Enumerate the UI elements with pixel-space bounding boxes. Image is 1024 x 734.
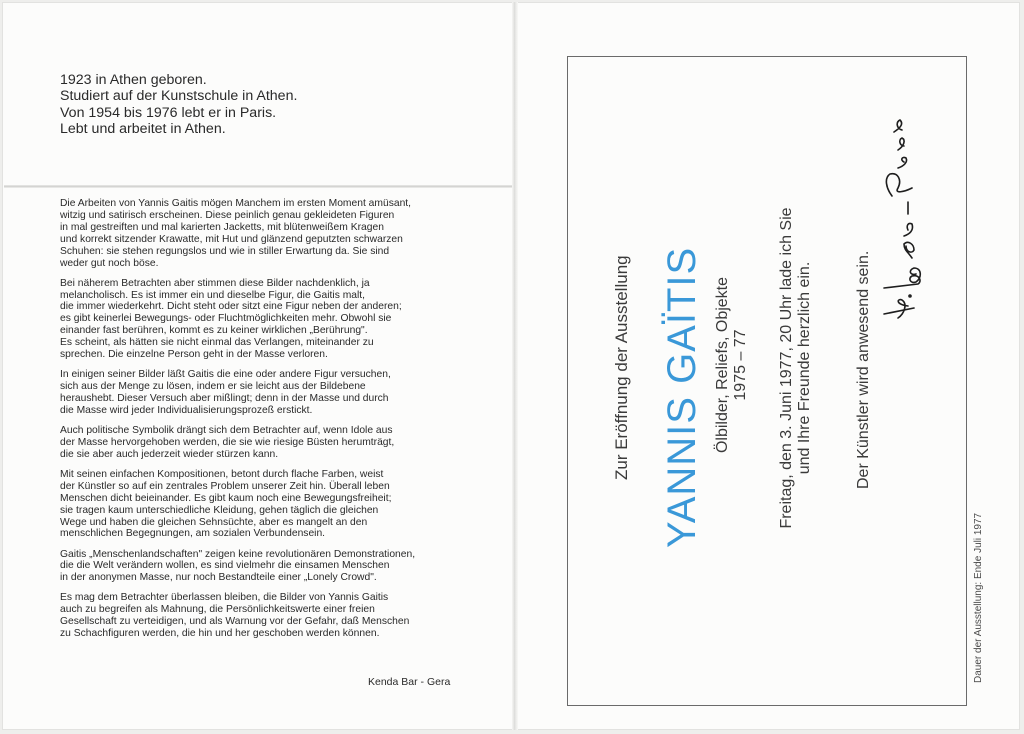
essay-paragraph [60, 469, 490, 540]
bio-line: 1923 in Athen geboren. [60, 72, 207, 88]
essay-line: es gibt keinerlei Bewegungs- oder Fluchtmöglichkeiten mehr. Obwohl sie [60, 313, 392, 325]
essay-line: die Masse wird jeder Individualisierungsprozeß erstickt. [60, 404, 313, 416]
works-years: 1975 – 77 [731, 329, 749, 401]
essay-line: sie tragen kaum unterschiedliche Kleidung, gehen täglich die gleichen [60, 504, 379, 516]
invitation-friends-line: und Ihre Freunde herzlich ein. [795, 261, 813, 475]
essay-line: in mal gestreiften und mal karierten Jacketts, mit blütenweißem Kragen [60, 221, 384, 233]
essay-line: menschlichen Begegnungen, am sozialen Verbundensein. [60, 528, 326, 540]
invitation-lead: Zur Eröffnung der Ausstellung [612, 255, 631, 480]
essay-line: Gaitis „Menschenlandschaften" zeigen keine revolutionären Demonstrationen, [60, 548, 416, 560]
essay-line: der Künstler so auf ein zentrales Problem unserer Zeit hin. Überall leben [60, 480, 390, 492]
essay-line: weder gut noch böse. [60, 257, 159, 269]
essay-paragraph [60, 369, 490, 417]
signature-graphic [864, 118, 934, 328]
essay-line: und korrekt sitzender Krawatte, mit Hut und glänzend geputzten schwarzen [60, 233, 403, 245]
essay-paragraph [60, 198, 490, 269]
essay-line: die sie aber auch jederzeit wieder stürzen kann. [60, 448, 279, 460]
essay-line: Es scheint, als hätten sie nicht einmal das Verlangen, miteinander zu [60, 337, 374, 349]
works-description [714, 270, 749, 460]
handwritten-signature [864, 118, 934, 328]
essay-line: Bei näherem Betrachten aber stimmen diese Bilder nachdenklich, ja [60, 277, 370, 289]
essay-line: der Masse hervorgehoben werden, die sie wie riesige Büsten herumträgt, [60, 436, 395, 448]
bio-line: Von 1954 bis 1976 lebt er in Paris. [60, 104, 277, 121]
essay-paragraph [60, 592, 490, 640]
artist-name-heading: YANNIS GAÏTIS [660, 246, 704, 548]
artist-biography [60, 72, 460, 138]
essay-line: Die Arbeiten von Yannis Gaitis mögen Manchem im ersten Moment amüsant, [60, 198, 412, 209]
essay-line: Menschen dicht beieinander. Es gibt kaum noch eine Bewegungsfreiheit; [60, 492, 392, 504]
essay-line: Es mag dem Betrachter überlassen bleiben, die Bilder von Yannis Gaitis [60, 592, 389, 604]
essay-line: in der anonymen Masse, nur noch Bestandteile einer „Lonely Crowd". [60, 572, 377, 584]
essay-text [60, 198, 490, 648]
essay-line: die immer wiederkehrt. Dicht steht oder sitzt eine Figur neben der anderen; [60, 301, 402, 313]
essay-line: sprechen. Die einzelne Person geht in der Masse verloren. [60, 349, 328, 361]
artist-presence-note: Der Künstler wird anwesend sein. [855, 250, 872, 489]
essay-line: Mit seinen einfachen Kompositionen, betont durch flache Farben, weist [60, 468, 384, 480]
essay-line: Wege und haben die gleichen Sehnsüchte, aber es mangelt an den [60, 516, 368, 528]
essay-paragraph [60, 549, 490, 585]
essay-line: sich aus der Menge zu lösen, indem er sie leicht aus der Bildebene [60, 381, 366, 393]
horizontal-fold [4, 185, 512, 188]
essay-line: Gesellschaft zu verteidigen, und als Warnung vor der Gefahr, daß Menschen [60, 616, 410, 628]
essay-line: Schuhen: sie stehen regungslos und wie in stiller Erwartung da. Sie sind [60, 245, 390, 257]
works-media: Ölbilder, Reliefs, Objekte [714, 276, 731, 454]
invitation-date-line: Freitag, den 3. Juni 1977, 20 Uhr lade ich Sie [778, 207, 795, 529]
bio-line: Studiert auf der Kunstschule in Athen. [60, 88, 298, 105]
bio-line: Lebt und arbeitet in Athen. [60, 121, 226, 138]
center-fold [512, 2, 518, 730]
essay-line: Auch politische Symbolik drängt sich dem Betrachter auf, wenn Idole aus [60, 424, 393, 436]
invitation-text [778, 203, 814, 533]
essay-line: auch zu begreifen als Mahnung, die Persönlichkeitswerte einer freien [60, 604, 375, 616]
essay-line: In einigen seiner Bilder läßt Gaitis die eine oder andere Figur versuchen, [60, 369, 391, 381]
essay-line: einander fast berühren, kommt es zu keiner wirklichen „Berührung". [60, 325, 368, 337]
essay-paragraph [60, 425, 490, 461]
essay-line: zu Schachfiguren werden, die hin und her geschoben werden können. [60, 628, 380, 640]
essay-line: witzig und satirisch erscheinen. Diese peinlich genau gekleideten Figuren [60, 209, 395, 221]
essay-line: melancholisch. Es ist immer ein und dieselbe Figur, die Gaitis malt, [60, 289, 366, 301]
essay-line: heraushebt. Dieser Versuch aber mißlingt; denn in der Masse und durch [60, 392, 389, 404]
exhibition-duration: Dauer der Ausstellung: Ende Juli 1977 [973, 512, 984, 683]
essay-line: die die Welt verändern wollen, es sind vielmehr die einsamen Menschen [60, 560, 390, 572]
essay-author: Kenda Bar - Gera [368, 676, 451, 688]
essay-paragraph [60, 278, 490, 361]
